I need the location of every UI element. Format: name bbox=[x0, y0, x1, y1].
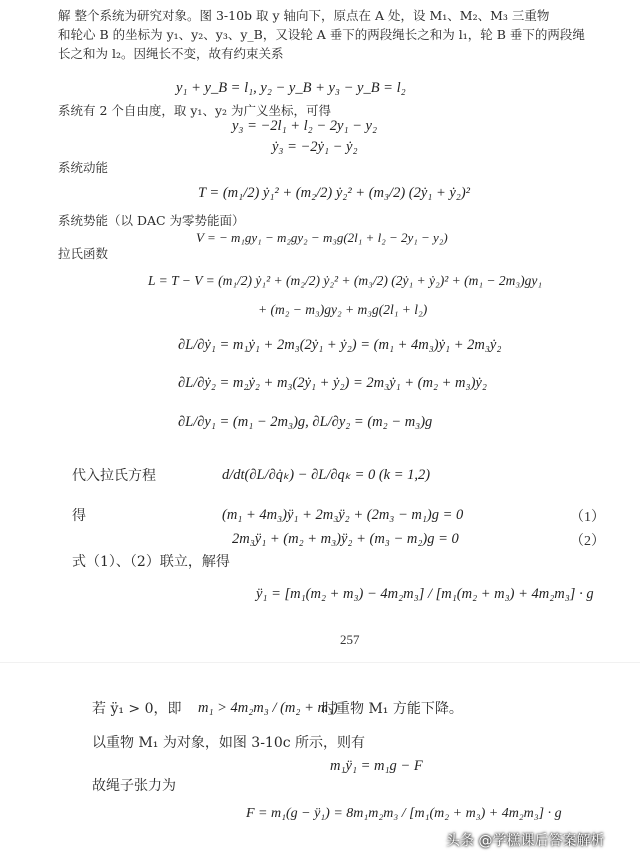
tension-label: 故绳子张力为 bbox=[92, 778, 176, 794]
potential-energy-label: 系统势能（以 DAC 为零势能面） bbox=[58, 213, 245, 228]
condition-suffix: 时重物 M₁ 方能下降。 bbox=[322, 701, 463, 717]
y3-dot-equation: ẏ₃ = −2ẏ₁ − ẏ₂ bbox=[272, 139, 358, 155]
watermark-text: 头条 @学糕课后答案解析 bbox=[446, 833, 605, 849]
intro-line-3: 长之和为 l₂。因绳长不变，故有约束关系 bbox=[58, 46, 284, 61]
result-label: 得 bbox=[72, 508, 86, 524]
constraint-equation: y₁ + y_B = l₁, y₂ − y_B + y₃ − y_B = l₂ bbox=[176, 80, 406, 96]
object-text: 以重物 M₁ 为对象，如图 3-10c 所示，则有 bbox=[92, 735, 366, 751]
lagrange-equation: d/dt(∂L/∂q̇ₖ) − ∂L/∂qₖ = 0 (k = 1,2) bbox=[222, 467, 431, 483]
derivative-dL-dy2dot: ∂L/∂ẏ₂ = m₂ẏ₂ + m₃(2ẏ₁ + ẏ₂) = 2m₃ẏ₁ + (m₂ + m₃)ẏ₂ bbox=[178, 375, 487, 391]
lagrangian-equation-line-1: L = T − V = (m₁/2) ẏ₁² + (m₂/2) ẏ₂² + (m₃/2) (2ẏ₁ + ẏ₂)² + (m₁ − 2m₃)gy₁ bbox=[148, 273, 543, 288]
equation-2: 2m₃ÿ₁ + (m₂ + m₃)ÿ₂ + (m₃ − m₂)g = 0 bbox=[232, 531, 459, 547]
substitute-label: 代入拉氏方程 bbox=[72, 468, 156, 484]
equation-1-number: （1） bbox=[570, 510, 605, 525]
lagrangian-equation-line-2: + (m₂ − m₃)gy₂ + m₃g(2l₁ + l₂) bbox=[258, 302, 428, 317]
derivative-dL-dy1dot: ∂L/∂ẏ₁ = m₁ẏ₁ + 2m₃(2ẏ₁ + ẏ₂) = (m₁ + 4m₃)ẏ₁ + 2m₃ẏ₂ bbox=[178, 337, 502, 353]
potential-energy-equation: V = − m₁gy₁ − m₂gy₂ − m₃g(2l₁ + l₂ − 2y₁ − y₂) bbox=[196, 230, 448, 245]
y3-equation: y₃ = −2l₁ + l₂ − 2y₁ − y₂ bbox=[232, 118, 377, 134]
tension-equation: F = m₁(g − ÿ₁) = 8m₁m₂m₃ / [m₁(m₂ + m₃) + 4m₂m₃] · g bbox=[246, 806, 562, 821]
derivative-dL-dy: ∂L/∂y₁ = (m₁ − 2m₃)g, ∂L/∂y₂ = (m₂ − m₃)g bbox=[178, 414, 433, 430]
newton-equation: m₁ÿ₁ = m₁g − F bbox=[330, 758, 423, 774]
kinetic-energy-equation: T = (m₁/2) ẏ₁² + (m₂/2) ẏ₂² + (m₃/2) (2ẏ₁ + ẏ₂)² bbox=[198, 185, 471, 201]
page-divider bbox=[0, 662, 640, 663]
solve-label: 式（1）、（2）联立，解得 bbox=[72, 554, 230, 570]
lagrangian-label: 拉氏函数 bbox=[58, 246, 109, 261]
dof-text: 系统有 2 个自由度，取 y₁、y₂ 为广义坐标，可得 bbox=[58, 103, 331, 118]
condition-prefix: 若 ÿ₁ > 0，即 bbox=[92, 701, 182, 717]
kinetic-energy-label: 系统动能 bbox=[58, 160, 109, 175]
equation-1: (m₁ + 4m₃)ÿ₁ + 2m₃ÿ₂ + (2m₃ − m₁)g = 0 bbox=[222, 507, 464, 523]
intro-line-1: 解 整个系统为研究对象。图 3-10b 取 y 轴向下，原点在 A 处，设 M₁、M₂、M₃ 三重物 bbox=[58, 8, 550, 23]
intro-line-2: 和轮心 B 的坐标为 y₁、y₂、y₃、y_B，又设轮 A 垂下的两段绳长之和为 l₁，轮 B 垂下的两段绳 bbox=[58, 27, 585, 42]
equation-2-number: （2） bbox=[570, 534, 605, 549]
page-number: 257 bbox=[340, 632, 360, 647]
condition-equation: m₁ > 4m₂m₃ / (m₂ + m₃) bbox=[198, 700, 338, 716]
acceleration-solution: ÿ₁ = [m₁(m₂ + m₃) − 4m₂m₃] / [m₁(m₂ + m₃) + 4m₂m₃] · g bbox=[256, 586, 594, 602]
